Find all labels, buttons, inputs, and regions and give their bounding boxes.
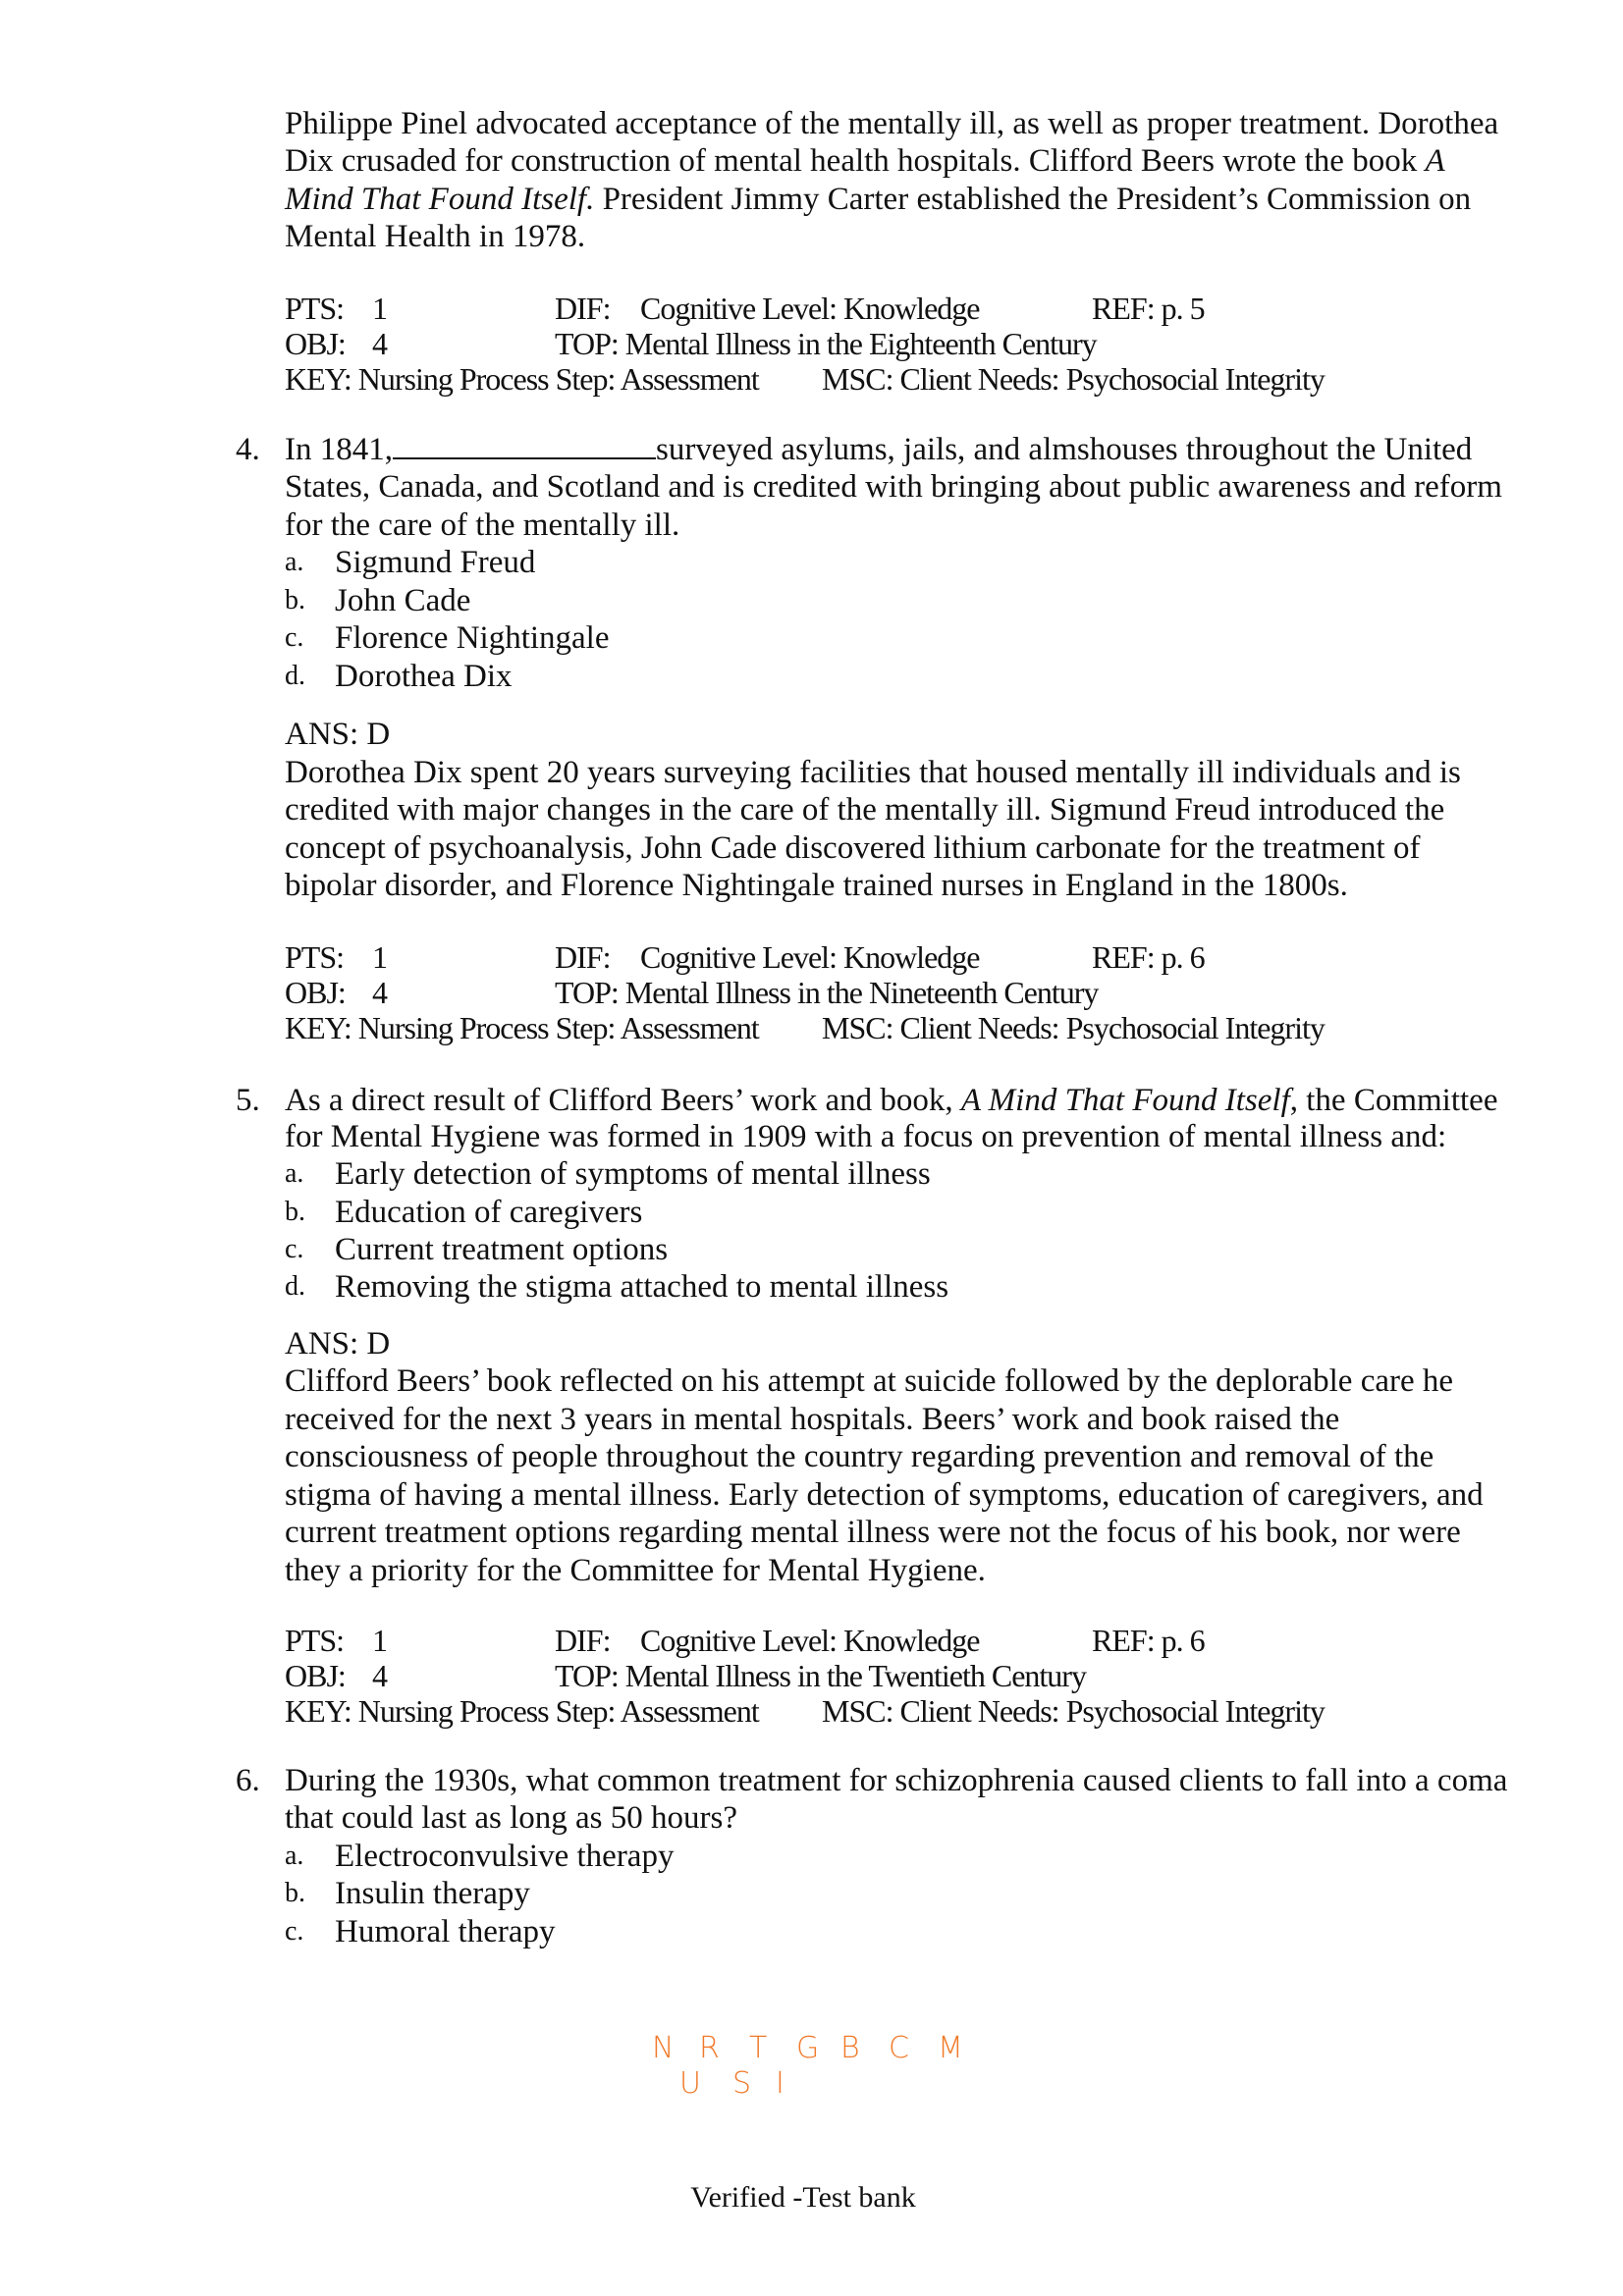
answer: ANS: D xyxy=(285,717,391,752)
rationale-line: consciousness of people throughout the country regarding prevention and removal of the xyxy=(285,1439,1434,1474)
option-a: Electroconvulsive therapy xyxy=(335,1839,675,1874)
watermark-letter: G xyxy=(796,2031,820,2065)
option-letter: a. xyxy=(285,1841,304,1871)
obj-label: OBJ: xyxy=(285,1658,346,1693)
watermark-letter: C xyxy=(889,2031,909,2065)
answer: ANS: D xyxy=(285,1326,391,1362)
obj-label: OBJ: xyxy=(285,975,346,1010)
question-stem-line: that could last as long as 50 hours? xyxy=(285,1800,738,1836)
pts-label: PTS: xyxy=(285,1623,345,1658)
question-stem-line: During the 1930s, what common treatment for schizophrenia caused clients to fall into a coma xyxy=(285,1763,1508,1798)
top-value: TOP: Mental Illness in the Nineteenth Century xyxy=(555,975,1099,1010)
text: , the Committee xyxy=(1289,1083,1498,1118)
rationale-line: Mental Health in 1978. xyxy=(285,219,586,254)
watermark-letter: B xyxy=(840,2031,860,2065)
question-stem-line: for the care of the mentally ill. xyxy=(285,507,680,543)
rationale-line: bipolar disorder, and Florence Nightingale trained nurses in England in the 1800s. xyxy=(285,868,1348,903)
text: Dix crusaded for construction of mental health hospitals. Clifford Beers wrote the book xyxy=(285,143,1426,179)
option-c: Humoral therapy xyxy=(335,1914,556,1949)
option-letter: a. xyxy=(285,1158,304,1189)
book-title: Mind That Found Itself. xyxy=(285,182,595,217)
option-b: John Cade xyxy=(335,583,471,618)
option-letter: c. xyxy=(285,1234,304,1264)
top-value: TOP: Mental Illness in the Twentieth Century xyxy=(555,1658,1086,1693)
rationale-line: concept of psychoanalysis, John Cade discovered lithium carbonate for the treatment of xyxy=(285,830,1421,866)
rationale-line: they a priority for the Committee for Mental Hygiene. xyxy=(285,1553,986,1588)
option-d: Dorothea Dix xyxy=(335,659,513,694)
top-value: TOP: Mental Illness in the Eighteenth Century xyxy=(555,326,1097,361)
watermark-letter: N xyxy=(652,2031,675,2065)
msc-value: MSC: Client Needs: Psychosocial Integrity xyxy=(822,1693,1325,1729)
option-letter: d. xyxy=(285,1271,305,1302)
rationale-line xyxy=(285,142,1445,180)
watermark-letter: I xyxy=(776,2066,784,2101)
option-a: Early detection of symptoms of mental illness xyxy=(335,1156,931,1192)
ref-value: REF: p. 6 xyxy=(1092,939,1205,975)
watermark-letter: R xyxy=(699,2031,720,2065)
ref-value: REF: p. 5 xyxy=(1092,291,1205,326)
pts-label: PTS: xyxy=(285,291,345,326)
obj-value: 4 xyxy=(372,1658,387,1693)
option-letter: d. xyxy=(285,661,305,691)
ref-value: REF: p. 6 xyxy=(1092,1623,1205,1658)
option-letter: c. xyxy=(285,622,304,653)
msc-value: MSC: Client Needs: Psychosocial Integrity xyxy=(822,1010,1325,1045)
text: President Jimmy Carter established the President’s Commission on xyxy=(594,182,1472,217)
question-stem-line xyxy=(285,431,1472,468)
rationale-line: Philippe Pinel advocated acceptance of the mentally ill, as well as proper treatment. Dorothea xyxy=(285,106,1499,141)
text: As a direct result of Clifford Beers’ work and book, xyxy=(285,1083,961,1118)
watermark-letter: S xyxy=(732,2066,752,2101)
option-c: Current treatment options xyxy=(335,1232,669,1267)
option-d: Removing the stigma attached to mental illness xyxy=(335,1269,949,1305)
option-a: Sigmund Freud xyxy=(335,545,536,580)
option-letter: a. xyxy=(285,547,304,577)
obj-label: OBJ: xyxy=(285,326,346,361)
dif-label: DIF: xyxy=(555,1623,611,1658)
question-number: 4. xyxy=(236,432,260,467)
dif-value: Cognitive Level: Knowledge xyxy=(640,291,980,326)
rationale-line: current treatment options regarding mental illness were not the focus of his book, nor were xyxy=(285,1515,1461,1550)
dif-label: DIF: xyxy=(555,291,611,326)
dif-label: DIF: xyxy=(555,939,611,975)
key-value: KEY: Nursing Process Step: Assessment xyxy=(285,1693,759,1729)
watermark-letter: M xyxy=(938,2031,963,2065)
rationale-line xyxy=(285,181,1471,218)
option-b: Education of caregivers xyxy=(335,1195,643,1230)
option-c: Florence Nightingale xyxy=(335,620,610,656)
key-value: KEY: Nursing Process Step: Assessment xyxy=(285,1010,759,1045)
text: surveyed asylums, jails, and almshouses throughout the United xyxy=(656,432,1473,467)
obj-value: 4 xyxy=(372,326,387,361)
question-stem-line: for Mental Hygiene was formed in 1909 with a focus on prevention of mental illness and: xyxy=(285,1119,1447,1154)
msc-value: MSC: Client Needs: Psychosocial Integrity xyxy=(822,361,1325,397)
option-letter: b. xyxy=(285,585,305,615)
question-stem-line xyxy=(285,1082,1497,1119)
pts-value: 1 xyxy=(372,291,387,326)
key-value: KEY: Nursing Process Step: Assessment xyxy=(285,361,759,397)
rationale-line: Clifford Beers’ book reflected on his attempt at suicide followed by the deplorable care he xyxy=(285,1363,1454,1399)
obj-value: 4 xyxy=(372,975,387,1010)
rationale-line: received for the next 3 years in mental hospitals. Beers’ work and book raised the xyxy=(285,1402,1340,1437)
rationale-line: Dorothea Dix spent 20 years surveying facilities that housed mentally ill individuals and is xyxy=(285,755,1461,790)
option-letter: b. xyxy=(285,1878,305,1908)
dif-value: Cognitive Level: Knowledge xyxy=(640,1623,980,1658)
dif-value: Cognitive Level: Knowledge xyxy=(640,939,980,975)
question-stem-line: States, Canada, and Scotland and is credited with bringing about public awareness and reform xyxy=(285,469,1502,505)
pts-label: PTS: xyxy=(285,939,345,975)
watermark-letter: T xyxy=(749,2031,768,2065)
option-b: Insulin therapy xyxy=(335,1876,530,1911)
rationale-line: credited with major changes in the care of the mentally ill. Sigmund Freud introduced the xyxy=(285,792,1445,828)
answer-blank xyxy=(393,432,656,459)
rationale-line: stigma of having a mental illness. Early detection of symptoms, education of caregivers, and xyxy=(285,1477,1484,1513)
book-title: A Mind That Found Itself xyxy=(960,1083,1290,1118)
text: In 1841, xyxy=(285,432,393,467)
option-letter: b. xyxy=(285,1197,305,1227)
question-number: 5. xyxy=(236,1083,260,1118)
option-letter: c. xyxy=(285,1916,304,1947)
page-footer: Verified -Test bank xyxy=(690,2181,916,2214)
pts-value: 1 xyxy=(372,939,387,975)
watermark-letter: U xyxy=(679,2066,701,2101)
book-title: A xyxy=(1425,143,1445,179)
question-number: 6. xyxy=(236,1763,260,1798)
pts-value: 1 xyxy=(372,1623,387,1658)
